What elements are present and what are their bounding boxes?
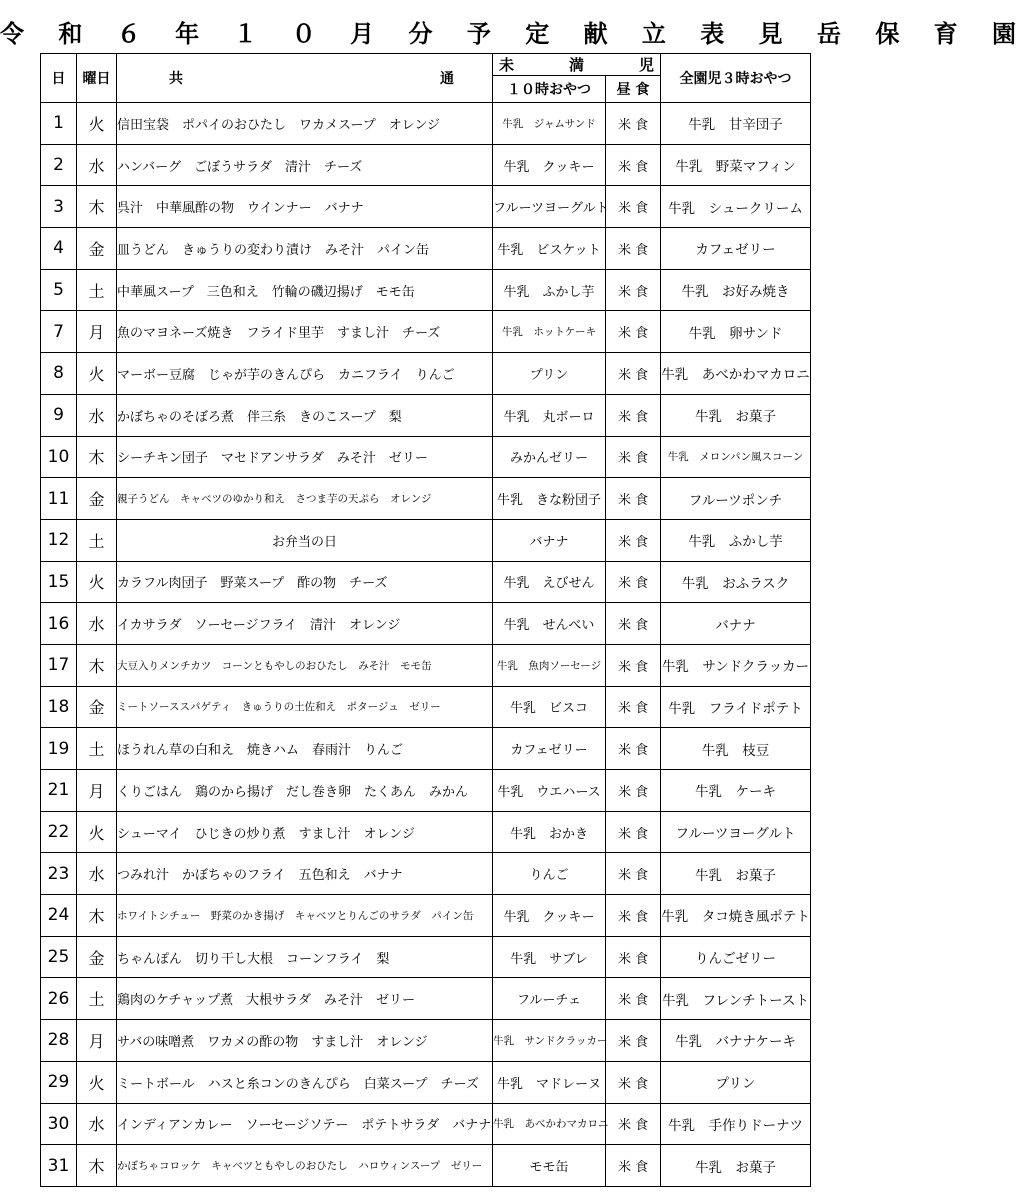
weekday-cell: 木 — [77, 895, 117, 937]
weekday-cell: 月 — [77, 770, 117, 812]
table-row — [41, 228, 811, 270]
header-snack10: １０時おやつ — [493, 76, 606, 103]
common-menu-cell: サバの味噌煮 ワカメの酢の物 すまし汁 オレンジ — [117, 1020, 493, 1062]
table-row — [41, 519, 811, 561]
common-menu-cell: ハンバーグ ごぼうサラダ 清汁 チーズ — [117, 144, 493, 186]
day-cell: 9 — [41, 394, 77, 436]
lunch-cell: 米 食 — [606, 519, 661, 561]
snack3-cell: 牛乳 メロンパン風スコーン — [661, 436, 811, 478]
common-menu-cell: ちゃんぽん 切り干し大根 コーンフライ 梨 — [117, 936, 493, 978]
weekday-cell: 金 — [77, 936, 117, 978]
table-row — [41, 853, 811, 895]
common-menu-cell: 信田宝袋 ポパイのおひたし ワカメスープ オレンジ — [117, 103, 493, 145]
snack3-cell: プリン — [661, 1061, 811, 1103]
common-menu-cell: インディアンカレー ソーセージソテー ポテトサラダ バナナ — [117, 1103, 493, 1145]
header-under3-a: 未 — [499, 56, 515, 74]
snack10-cell: 牛乳 丸ボーロ — [493, 394, 606, 436]
snack10-cell: 牛乳 ジャムサンド — [493, 103, 606, 145]
lunch-cell: 米 食 — [606, 186, 661, 228]
snack10-cell: バナナ — [493, 519, 606, 561]
table-row — [41, 728, 811, 770]
snack10-cell: 牛乳 クッキー — [493, 144, 606, 186]
weekday-cell: 火 — [77, 561, 117, 603]
snack3-cell: 牛乳 シュークリーム — [661, 186, 811, 228]
snack3-cell: 牛乳 お好み焼き — [661, 269, 811, 311]
day-cell: 4 — [41, 228, 77, 270]
weekday-cell: 水 — [77, 394, 117, 436]
header-common-left: 共 — [169, 71, 183, 87]
table-row — [41, 603, 811, 645]
snack3-cell: 牛乳 フレンチトースト — [661, 978, 811, 1020]
lunch-cell: 米 食 — [606, 353, 661, 395]
table-row — [41, 394, 811, 436]
day-cell: 30 — [41, 1103, 77, 1145]
snack3-cell: 牛乳 おふラスク — [661, 561, 811, 603]
weekday-cell: 土 — [77, 728, 117, 770]
day-cell: 28 — [41, 1020, 77, 1062]
table-row — [41, 478, 811, 520]
common-menu-cell: 呉汁 中華風酢の物 ウインナー バナナ — [117, 186, 493, 228]
snack3-cell: りんごゼリー — [661, 936, 811, 978]
weekday-cell: 月 — [77, 1020, 117, 1062]
header-day: 日 — [41, 54, 77, 103]
header-common-right: 通 — [440, 71, 454, 87]
weekday-cell: 火 — [77, 1061, 117, 1103]
header-weekday: 曜日 — [77, 54, 117, 103]
day-cell: 18 — [41, 686, 77, 728]
lunch-cell: 米 食 — [606, 936, 661, 978]
lunch-cell: 米 食 — [606, 978, 661, 1020]
snack3-cell: 牛乳 タコ焼き風ポテト — [661, 895, 811, 937]
header-snack3: 全園児３時おやつ — [661, 54, 811, 103]
day-cell: 7 — [41, 311, 77, 353]
lunch-cell: 米 食 — [606, 1061, 661, 1103]
snack3-cell: フルーツヨーグルト — [661, 811, 811, 853]
common-menu-cell: 鶏肉のケチャップ煮 大根サラダ みそ汁 ゼリー — [117, 978, 493, 1020]
table-row — [41, 1061, 811, 1103]
day-cell: 10 — [41, 436, 77, 478]
weekday-cell: 金 — [77, 686, 117, 728]
snack10-cell: 牛乳 マドレーヌ — [493, 1061, 606, 1103]
table-row — [41, 1103, 811, 1145]
lunch-cell: 米 食 — [606, 895, 661, 937]
common-menu-cell: 大豆入りメンチカツ コーンともやしのおひたし みそ汁 モモ缶 — [117, 644, 493, 686]
snack10-cell: 牛乳 あべかわマカロニ — [493, 1103, 606, 1145]
menu-table — [40, 53, 811, 1187]
snack10-cell: 牛乳 えびせん — [493, 561, 606, 603]
weekday-cell: 木 — [77, 1145, 117, 1187]
weekday-cell: 月 — [77, 311, 117, 353]
common-menu-cell: かぼちゃのそぼろ煮 伴三糸 きのこスープ 梨 — [117, 394, 493, 436]
weekday-cell: 土 — [77, 978, 117, 1020]
snack3-cell: 牛乳 卵サンド — [661, 311, 811, 353]
snack3-cell: 牛乳 手作りドーナツ — [661, 1103, 811, 1145]
snack10-cell: プリン — [493, 353, 606, 395]
snack3-cell: カフェゼリー — [661, 228, 811, 270]
day-cell: 15 — [41, 561, 77, 603]
common-menu-cell: ミートボール ハスと糸コンのきんぴら 白菜スープ チーズ — [117, 1061, 493, 1103]
table-row — [41, 186, 811, 228]
lunch-cell: 米 食 — [606, 144, 661, 186]
day-cell: 3 — [41, 186, 77, 228]
table-row — [41, 686, 811, 728]
table-row — [41, 978, 811, 1020]
page-title: 令 和 ６ 年 １ ０ 月 分 予 定 献 立 表 見 岳 保 育 園 — [0, 20, 1029, 48]
snack3-cell: 牛乳 お菓子 — [661, 394, 811, 436]
weekday-cell: 水 — [77, 1103, 117, 1145]
day-cell: 22 — [41, 811, 77, 853]
weekday-cell: 土 — [77, 519, 117, 561]
day-cell: 1 — [41, 103, 77, 145]
weekday-cell: 金 — [77, 478, 117, 520]
common-menu-cell: イカサラダ ソーセージフライ 清汁 オレンジ — [117, 603, 493, 645]
snack3-cell: 牛乳 お菓子 — [661, 853, 811, 895]
common-menu-cell: 親子うどん キャベツのゆかり和え さつま芋の天ぷら オレンジ — [117, 478, 493, 520]
lunch-cell: 米 食 — [606, 394, 661, 436]
weekday-cell: 火 — [77, 103, 117, 145]
lunch-cell: 米 食 — [606, 853, 661, 895]
table-row — [41, 1145, 811, 1187]
header-under3-c: 児 — [639, 56, 655, 74]
common-menu-cell: 魚のマヨネーズ焼き フライド里芋 すまし汁 チーズ — [117, 311, 493, 353]
snack10-cell: 牛乳 せんべい — [493, 603, 606, 645]
snack10-cell: モモ缶 — [493, 1145, 606, 1187]
snack3-cell: 牛乳 ふかし芋 — [661, 519, 811, 561]
common-menu-cell: マーボー豆腐 じゃが芋のきんぴら カニフライ りんご — [117, 353, 493, 395]
day-cell: 2 — [41, 144, 77, 186]
table-row — [41, 269, 811, 311]
common-menu-cell: ホワイトシチュー 野菜のかき揚げ キャベツとりんごのサラダ パイン缶 — [117, 895, 493, 937]
lunch-cell: 米 食 — [606, 311, 661, 353]
common-menu-cell: カラフル肉団子 野菜スープ 酢の物 チーズ — [117, 561, 493, 603]
common-menu-cell: お弁当の日 — [117, 519, 493, 561]
snack3-cell: 牛乳 野菜マフィン — [661, 144, 811, 186]
snack3-cell: 牛乳 サンドクラッカー — [661, 644, 811, 686]
snack3-cell: 牛乳 あべかわマカロニ — [661, 353, 811, 395]
snack10-cell: 牛乳 ウエハース — [493, 770, 606, 812]
lunch-cell: 米 食 — [606, 1020, 661, 1062]
day-cell: 19 — [41, 728, 77, 770]
table-row — [41, 1020, 811, 1062]
snack10-cell: 牛乳 ホットケーキ — [493, 311, 606, 353]
snack10-cell: フルーチェ — [493, 978, 606, 1020]
table-row — [41, 811, 811, 853]
day-cell: 16 — [41, 603, 77, 645]
common-menu-cell: 皿うどん きゅうりの変わり漬け みそ汁 パイン缶 — [117, 228, 493, 270]
snack3-cell: 牛乳 甘辛団子 — [661, 103, 811, 145]
table-row — [41, 644, 811, 686]
lunch-cell: 米 食 — [606, 561, 661, 603]
snack10-cell: 牛乳 魚肉ソーセージ — [493, 644, 606, 686]
table-row — [41, 144, 811, 186]
snack10-cell: フルーツヨーグルト — [493, 186, 606, 228]
common-menu-cell: つみれ汁 かぼちゃのフライ 五色和え バナナ — [117, 853, 493, 895]
snack10-cell: 牛乳 ふかし芋 — [493, 269, 606, 311]
weekday-cell: 水 — [77, 144, 117, 186]
weekday-cell: 水 — [77, 603, 117, 645]
table-row — [41, 936, 811, 978]
snack3-cell: フルーツポンチ — [661, 478, 811, 520]
snack10-cell: 牛乳 サンドクラッカー — [493, 1020, 606, 1062]
common-menu-cell: シーチキン団子 マセドアンサラダ みそ汁 ゼリー — [117, 436, 493, 478]
snack10-cell: 牛乳 ビスコ — [493, 686, 606, 728]
snack10-cell: 牛乳 クッキー — [493, 895, 606, 937]
table-row — [41, 311, 811, 353]
snack10-cell: 牛乳 おかき — [493, 811, 606, 853]
weekday-cell: 木 — [77, 436, 117, 478]
day-cell: 8 — [41, 353, 77, 395]
snack10-cell: カフェゼリー — [493, 728, 606, 770]
day-cell: 25 — [41, 936, 77, 978]
lunch-cell: 米 食 — [606, 644, 661, 686]
lunch-cell: 米 食 — [606, 686, 661, 728]
lunch-cell: 米 食 — [606, 728, 661, 770]
lunch-cell: 米 食 — [606, 811, 661, 853]
lunch-cell: 米 食 — [606, 770, 661, 812]
day-cell: 29 — [41, 1061, 77, 1103]
day-cell: 11 — [41, 478, 77, 520]
header-common — [117, 54, 493, 103]
lunch-cell: 米 食 — [606, 436, 661, 478]
snack3-cell: 牛乳 枝豆 — [661, 728, 811, 770]
weekday-cell: 火 — [77, 811, 117, 853]
snack3-cell: 牛乳 バナナケーキ — [661, 1020, 811, 1062]
snack3-cell: 牛乳 お菓子 — [661, 1145, 811, 1187]
common-menu-cell: シューマイ ひじきの炒り煮 すまし汁 オレンジ — [117, 811, 493, 853]
weekday-cell: 水 — [77, 853, 117, 895]
lunch-cell: 米 食 — [606, 1145, 661, 1187]
lunch-cell: 米 食 — [606, 228, 661, 270]
weekday-cell: 火 — [77, 353, 117, 395]
day-cell: 26 — [41, 978, 77, 1020]
snack3-cell: 牛乳 フライドポテト — [661, 686, 811, 728]
day-cell: 21 — [41, 770, 77, 812]
snack10-cell: 牛乳 ビスケット — [493, 228, 606, 270]
day-cell: 31 — [41, 1145, 77, 1187]
day-cell: 5 — [41, 269, 77, 311]
table-row — [41, 561, 811, 603]
table-row — [41, 103, 811, 145]
table-row — [41, 353, 811, 395]
table-row — [41, 436, 811, 478]
snack3-cell: 牛乳 ケーキ — [661, 770, 811, 812]
common-menu-cell: かぼちゃコロッケ キャベツともやしのおひたし ハロウィンスープ ゼリー — [117, 1145, 493, 1187]
weekday-cell: 金 — [77, 228, 117, 270]
lunch-cell: 米 食 — [606, 478, 661, 520]
day-cell: 23 — [41, 853, 77, 895]
snack3-cell: バナナ — [661, 603, 811, 645]
header-under3-b: 満 — [569, 56, 585, 74]
weekday-cell: 土 — [77, 269, 117, 311]
snack10-cell: 牛乳 きな粉団子 — [493, 478, 606, 520]
weekday-cell: 木 — [77, 186, 117, 228]
lunch-cell: 米 食 — [606, 603, 661, 645]
lunch-cell: 米 食 — [606, 269, 661, 311]
snack10-cell: 牛乳 サブレ — [493, 936, 606, 978]
table-row — [41, 770, 811, 812]
day-cell: 12 — [41, 519, 77, 561]
common-menu-cell: 中華風スープ 三色和え 竹輪の磯辺揚げ モモ缶 — [117, 269, 493, 311]
header-lunch: 昼 食 — [606, 76, 661, 103]
menu-body — [41, 103, 811, 1187]
snack10-cell: りんご — [493, 853, 606, 895]
lunch-cell: 米 食 — [606, 1103, 661, 1145]
day-cell: 24 — [41, 895, 77, 937]
common-menu-cell: くりごはん 鶏のから揚げ だし巻き卵 たくあん みかん — [117, 770, 493, 812]
weekday-cell: 木 — [77, 644, 117, 686]
snack10-cell: みかんゼリー — [493, 436, 606, 478]
common-menu-cell: ミートソーススパゲティ きゅうりの土佐和え ポタージュ ゼリー — [117, 686, 493, 728]
table-row — [41, 895, 811, 937]
common-menu-cell: ほうれん草の白和え 焼きハム 春雨汁 りんご — [117, 728, 493, 770]
lunch-cell: 米 食 — [606, 103, 661, 145]
day-cell: 17 — [41, 644, 77, 686]
header-under3 — [493, 54, 661, 76]
